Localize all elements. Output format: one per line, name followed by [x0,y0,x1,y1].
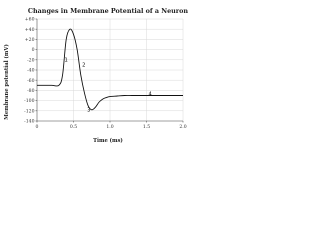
y-tick-label: +60 [24,17,35,23]
y-tick-label: -120 [24,109,35,115]
y-tick-label: -80 [27,89,35,94]
phase-label-2: 2 [82,62,86,69]
phase-labels [65,58,153,114]
x-axis-ticks [36,121,187,130]
y-tick-label: -60 [27,78,35,84]
x-tick-label: 0 [35,125,39,130]
y-tick-label: -20 [27,58,35,64]
y-tick-label: -40 [27,68,35,74]
x-tick-label: 1.0 [106,125,114,130]
phase-label-1: 1 [64,57,68,64]
y-tick-label: +40 [24,27,35,33]
y-tick-label: +20 [24,38,35,43]
phase-label-3: 3 [87,107,91,114]
y-tick-label: 0 [31,48,35,54]
x-tick-label: 1.5 [142,125,151,130]
y-tick-label: -100 [24,99,35,105]
x-tick-label: 0.5 [69,125,78,130]
chart-title: Changes in Membrane Potential of a Neuron [27,7,189,15]
y-axis-ticks [24,17,37,125]
membrane-potential-chart [0,0,200,146]
grid [37,19,183,121]
x-axis-label: Time (ms) [93,138,123,144]
x-tick-label: 2.0 [179,125,187,130]
phase-label-4: 4 [148,91,152,98]
y-tick-label: -140 [24,119,35,125]
y-axis-label: Membrane potential (mV) [4,44,10,120]
